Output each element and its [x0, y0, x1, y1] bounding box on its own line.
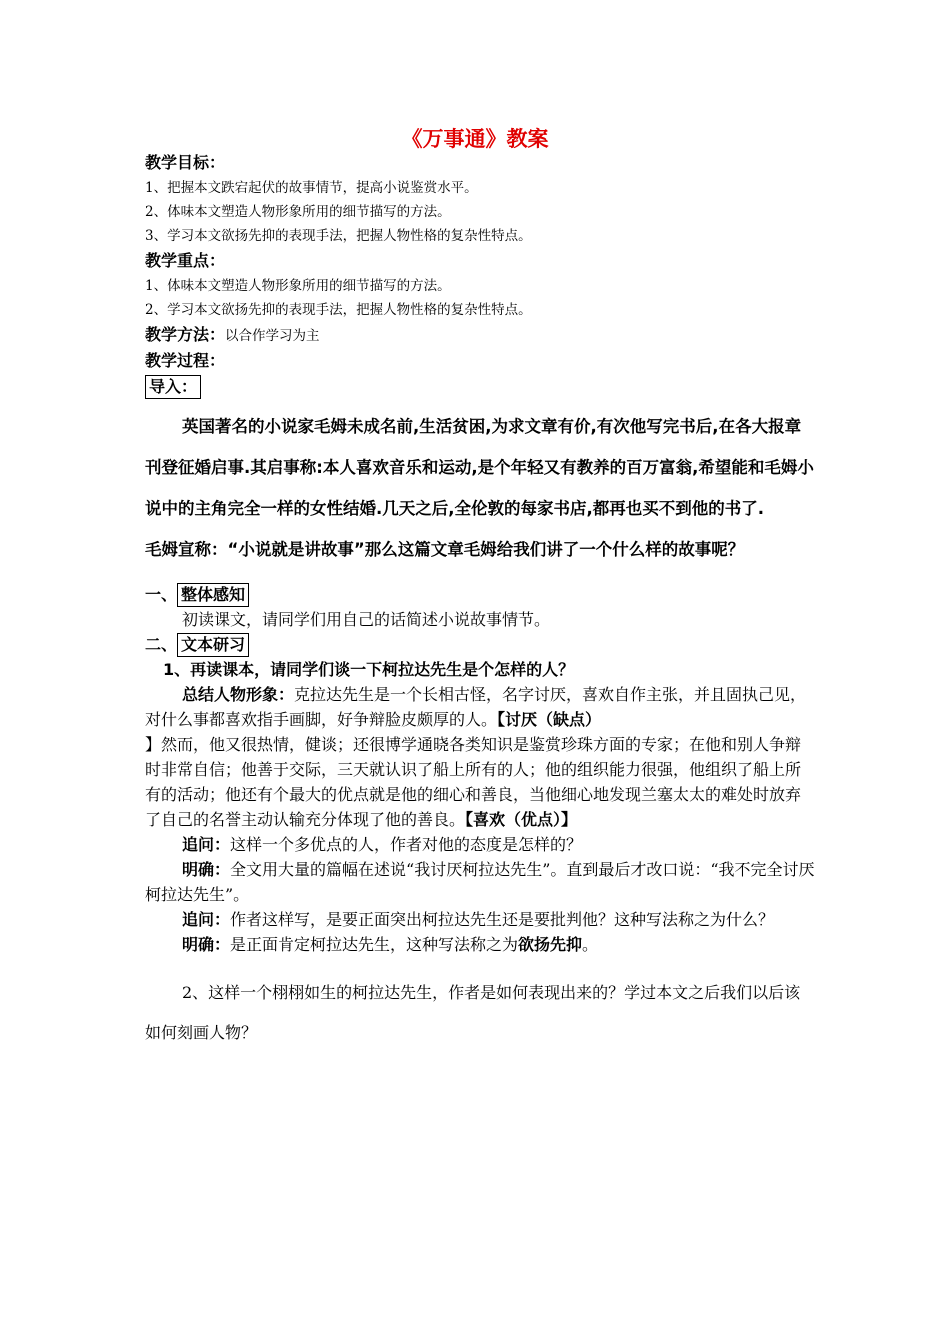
intro-question: 毛姆宣称：“小说就是讲故事”那么这篇文章毛姆给我们讲了一个什么样的故事呢？	[145, 540, 745, 559]
clarify-text: 是正面肯定柯拉达先生，这种写法称之为	[230, 935, 519, 954]
keypoints-heading: 教学重点：	[145, 251, 226, 270]
clarify-term: 欲扬先抑	[518, 935, 583, 954]
process-heading: 教学过程：	[145, 351, 226, 370]
section-text-study	[145, 632, 815, 957]
follow-up-text: 这样一个多优点的人，作者对他的态度是怎样的？	[230, 835, 583, 854]
summary-text-cont: 】然而，他又很热情，健谈；还很博学通晓各类知识是鉴赏珍珠方面的专家；在他和别人争辩时非常自信；他善于交际，三天就认识了船上所有的人；他的组织能力很强，他组织了船上所有的活动；他还有个最大的优点就是他的细心和善良，当他细心地发现兰塞太太的难处时放弃了自己的名誉主动认输充分体现了他的善良。	[145, 735, 802, 829]
clarify-1	[145, 857, 815, 907]
character-summary	[145, 682, 815, 732]
document-body	[145, 150, 815, 1053]
objective-item: 1、把握本文跌宕起伏的故事情节，提高小说鉴赏水平。	[145, 180, 478, 196]
clarify-label: 明确：	[182, 935, 231, 954]
objectives-heading: 教学目标：	[145, 153, 226, 172]
document-title: 《万事通》教案	[401, 127, 549, 151]
keypoint-item: 2、学习本文欲扬先抑的表现手法，把握人物性格的复杂性特点。	[145, 302, 532, 318]
clarify-text: 全文用大量的篇幅在述说“我讨厌柯拉达先生”。直到最后才改口说：“我不完全讨厌柯拉达先生”。	[145, 860, 815, 904]
character-summary-cont	[145, 732, 815, 832]
method-label: 教学方法：	[145, 325, 226, 344]
summary-text: 克拉达先生是一个长相古怪，名字讨厌，喜欢自作主张，并且固执己见，对什么事都喜欢指手画脚，好争辩脸皮颇厚的人。	[145, 685, 807, 729]
question-1: 1、再读课本，请同学们谈一下柯拉达先生是个怎样的人？	[163, 660, 575, 679]
intro-paragraph: 英国著名的小说家毛姆未成名前,生活贫困,为求文章有价,有次他写完书后,在各大报章刊登征婚启事.其启事称:本人喜欢音乐和运动,是个年轻又有教养的百万富翁,希望能和毛姆小说中的主角完全一样的女性结婚.几天之后,全伦敦的每家书店,都再也买不到他的书了.	[145, 417, 814, 518]
intro-label: 导入：	[145, 375, 201, 399]
question-2: 2、这样一个栩栩如生的柯拉达先生，作者是如何表现出来的？学过本文之后我们以后该如何刻画人物？	[145, 983, 801, 1042]
section1-text: 初读课文，请同学们用自己的话简述小说故事情节。	[182, 610, 551, 629]
clarify-end: 。	[582, 935, 599, 954]
section1-number: 一、	[145, 585, 178, 604]
section-overall	[145, 582, 815, 632]
objective-item: 3、学习本文欲扬先抑的表现手法，把握人物性格的复杂性特点。	[145, 228, 532, 244]
objective-item: 2、体味本文塑造人物形象所用的细节描写的方法。	[145, 204, 451, 220]
tag-like: 【喜欢（优点）】	[465, 810, 578, 829]
follow-up-label: 追问：	[182, 910, 231, 929]
follow-up-2	[145, 907, 815, 932]
section2-number: 二、	[145, 635, 178, 654]
intro-section	[145, 406, 815, 570]
clarify-2	[145, 932, 815, 957]
section1-label: 整体感知	[177, 583, 249, 607]
clarify-label: 明确：	[182, 860, 231, 879]
tag-dislike: 【讨厌（缺点）	[497, 710, 602, 729]
method-line	[145, 322, 815, 348]
follow-up-1	[145, 832, 815, 857]
summary-label: 总结人物形象：	[182, 685, 295, 704]
method-value: 以合作学习为主	[225, 328, 320, 344]
section2-label: 文本研习	[177, 633, 249, 657]
keypoint-item: 1、体味本文塑造人物形象所用的细节描写的方法。	[145, 278, 451, 294]
follow-up-label: 追问：	[182, 835, 231, 854]
follow-up-text: 作者这样写，是要正面突出柯拉达先生还是要批判他？这种写法称之为什么？	[230, 910, 775, 929]
